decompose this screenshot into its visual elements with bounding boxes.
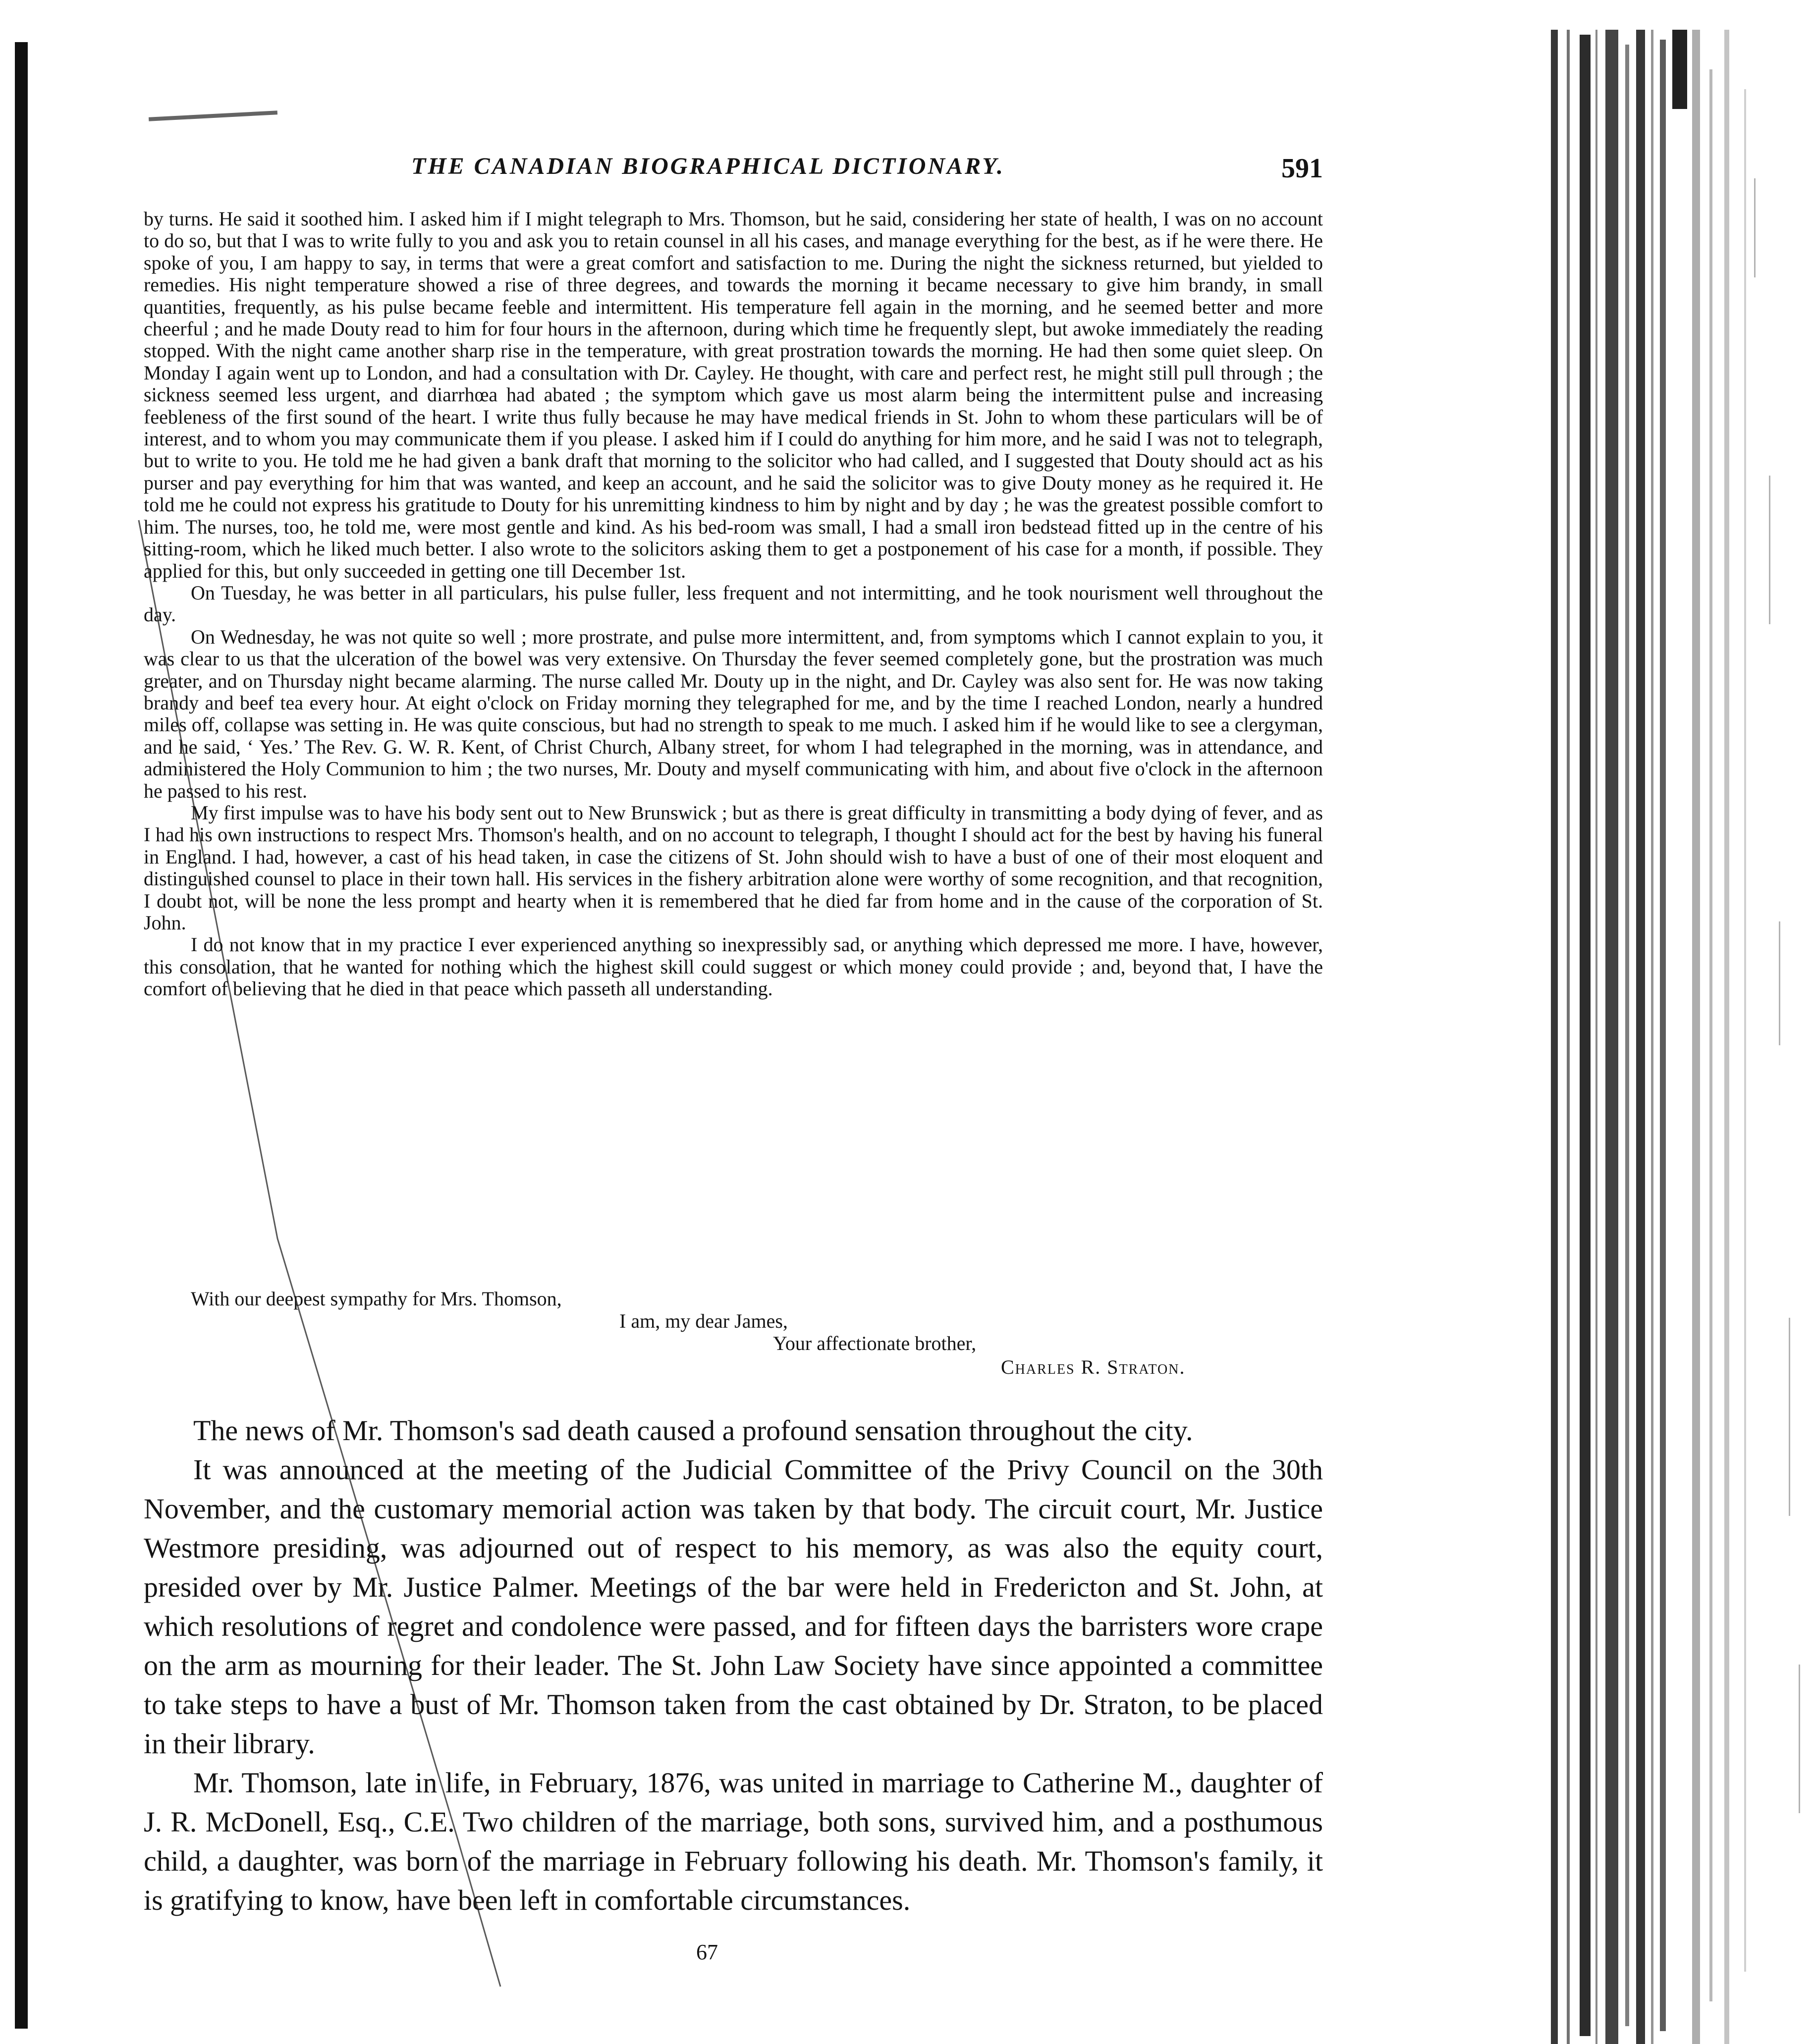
- running-head: THE CANADIAN BIOGRAPHICAL DICTIONARY.: [411, 153, 1005, 179]
- narrative-paragraph: The news of Mr. Thomson's sad death caused a profound sensation throughout the city.: [193, 1414, 1193, 1447]
- letter-paragraph: On Wednesday, he was not quite so well ; more prostrate, and pulse more intermittent, and, from symptoms which I cannot explain to you, it was clear to us that the ulceration of the bowel was very extensive. On Thursday the fever seemed completely gone, but the prostration was much greater, and on Thursday night became alarming. The nurse called Mr. Douty up in the night, and Dr. Cayley was also sent for. He was now taking brandy and beef tea every hour. At eight o'clock on Friday morning they telegraphed for me, and by the time I reached London, nearly a hundred miles off, collapse was setting in. He was quite conscious, but had no strength to speak to me much. I asked him if he would like to see a clergyman, and he said, ‘ Yes.’ The Rev. G. W. R. Kent, of Christ Church, Albany street, for whom I had telegraphed in the morning, was in attendance, and administered the Holy Communion to him ; the two nurses, Mr. Douty and myself communicating with him, and about five o'clock in the afternoon he passed to his rest.: [144, 625, 1323, 802]
- letter-paragraph: My first impulse was to have his body sent out to New Brunswick ; but as there is great difficulty in transmitting a body dying of fever, and as I had his own instructions to respect Mrs. Thomson's health, and on no account to telegraph, I thought I should act for the best by having his funeral in England. I had, however, a cast of his head taken, in case the citizens of St. John should wish to have a bust of one of their most eloquent and distinguished counsel to place in their town hall. His services in the fishery arbitration alone were worthy of some recognition, and that recognition, I doubt not, will be none the less prompt and hearty when it is remembered that he died far from home and in the cause of the corporation of St. John.: [144, 801, 1323, 934]
- scan-smudge: [149, 110, 277, 121]
- closing-salutation: I am, my dear James,: [619, 1310, 788, 1332]
- narrative-paragraph: It was announced at the meeting of the Judicial Committee of the Privy Council on the 30th November, and the customary memorial action was taken by that body. The circuit court, Mr. Justice Westmore presiding, was adjourned out of respect to his memory, as was also the equity court, presided over by Mr. Justice Palmer. Meetings of the bar were held in Fredericton and St. John, at which resolutions of regret and condolence were passed, and for fifteen days the barristers wore crape on the arm as mourning for their leader. The St. John Law Society have since appointed a committee to take steps to have a bust of Mr. Thomson taken from the cast obtained by Dr. Straton, to be placed in their library.: [144, 1453, 1323, 1760]
- letter-signature: Charles R. Straton.: [1001, 1356, 1186, 1378]
- letter-body: [144, 208, 1323, 1000]
- narrative-body: [144, 1411, 1323, 1920]
- letter-paragraph: I do not know that in my practice I ever experienced anything so inexpressibly sad, or anything which depressed me more. I have, however, this consolation, that he wanted for nothing which the highest skill could suggest or which money could provide ; and, beyond that, I have the comfort of believing that he died in that peace which passeth all understanding.: [144, 933, 1323, 1000]
- signature-mark: 67: [696, 1940, 718, 1964]
- letter-paragraph: On Tuesday, he was better in all particulars, his pulse fuller, less frequent and not intermitting, and he took nourisment well throughout the day.: [144, 581, 1323, 626]
- narrative-paragraph: Mr. Thomson, late in life, in February, 1876, was united in marriage to Catherine M., daughter of J. R. McDonell, Esq., C.E. Two children of the marriage, both sons, survived him, and a posthumous child, a daughter, was born of the marriage in February following his death. Mr. Thomson's family, it is gratifying to know, have been left in comfortable circumstances.: [144, 1767, 1323, 1916]
- scan-edge-bar: [15, 42, 28, 2029]
- scan-noise-margin: [1521, 30, 1814, 2044]
- closing-valediction: Your affectionate brother,: [773, 1332, 977, 1354]
- closing-sympathy: With our deepest sympathy for Mrs. Thomson,: [191, 1288, 562, 1310]
- page-header: [144, 149, 1323, 193]
- letter-paragraph: by turns. He said it soothed him. I asked him if I might telegraph to Mrs. Thomson, but he said, considering her state of health, I was on no account to do so, but that I was to write fully to you and ask you to retain counsel in all his cases, and manage everything for the best, as if he were there. He spoke of you, I am happy to say, in terms that were a great comfort and satisfaction to me. During the night the sickness returned, but yielded to remedies. His night temperature showed a rise of three degrees, and towards the morning it became necessary to give him brandy, in small quantities, frequently, as his pulse became feeble and intermittent. His temperature fell again in the morning, and he seemed better and more cheerful ; and he made Douty read to him for four hours in the afternoon, during which time he frequently slept, but awoke immediately the reading stopped. With the night came another sharp rise in the temperature, with great prostration towards the morning. He had then some quiet sleep. On Monday I again went up to London, and had a consultation with Dr. Cayley. He thought, with care and perfect rest, he might still pull through ; the sickness seemed less urgent, and diarrhœa had abated ; the symptom which gave us most alarm being the intermittent pulse and increasing feebleness of the first sound of the heart. I write thus fully because he may have medical friends in St. John to whom these particulars will be of interest, and to whom you may communicate them if you please. I asked him if I could do anything for him more, and he said I was not to telegraph, but to write to you. He told me he had given a bank draft that morning to the solicitor who had called, and I suggested that Douty should act as his purser and pay everything for him that was wanted, and keep an account, and he said the solicitor was to give Douty money as he required it. He told me he could not express his gratitude to Douty for his unremitting kindness to him by night and by day ; he was the greatest possible comfort to him. The nurses, too, he told me, were most gentle and kind. As his bed-room was small, I had a small iron bedstead fitted up in the centre of his sitting-room, which he liked much better. I also wrote to the solicitors asking them to get a postponement of his case for a month, if possible. They applied for this, but only succeeded in getting one till December 1st.: [144, 208, 1323, 582]
- page-number: 591: [1281, 153, 1323, 184]
